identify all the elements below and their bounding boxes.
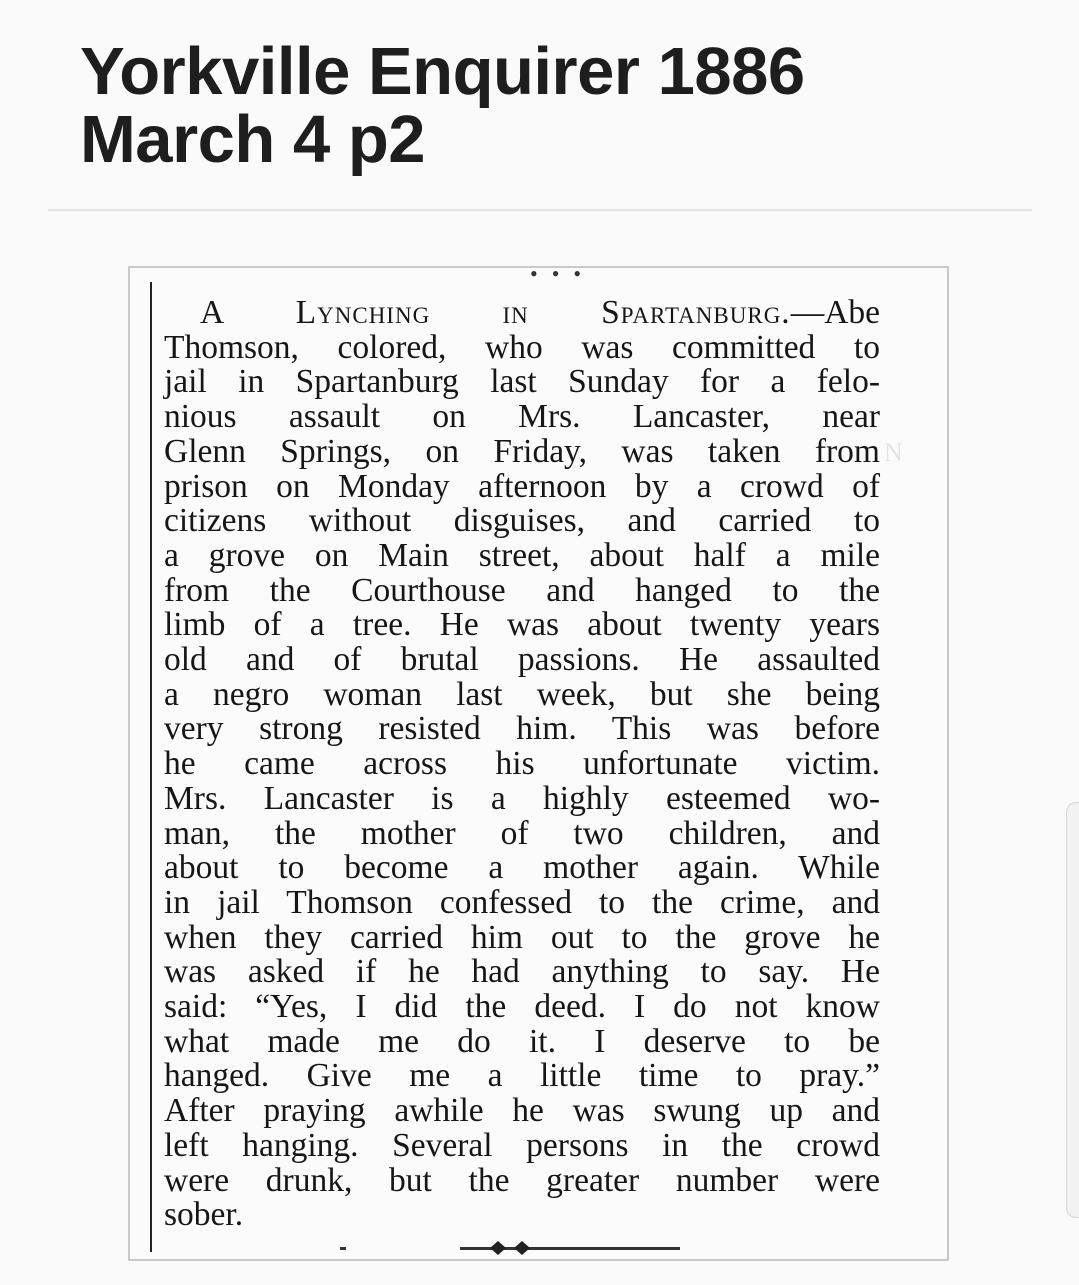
article-line: prison on Monday afternoon by a crowd of	[164, 467, 880, 505]
edge-panel-handle[interactable]	[1066, 802, 1079, 1218]
article-line: A Lynching in Spartanburg.—Abe	[200, 294, 880, 331]
article-line: from the Courthouse and hanged to the	[164, 571, 880, 609]
article-line: Mrs. Lancaster is a highly esteemed wo-	[164, 779, 880, 817]
article-text	[164, 296, 880, 1233]
article-line: were drunk, but the greater number were	[164, 1161, 880, 1199]
article-line: said: “Yes, I did the deed. I do not know	[164, 988, 880, 1026]
article-line: old and of brutal passions. He assaulted	[164, 641, 880, 679]
article-line: a grove on Main street, about half a mile	[164, 536, 880, 574]
article-line: was asked if he had anything to say. He	[164, 953, 880, 991]
article-line: he came across his unfortunate victim.	[164, 745, 880, 783]
article-line: about to become a mother again. While	[164, 849, 880, 887]
article-line: when they carried him out to the grove he	[164, 918, 880, 956]
article-line: limb of a tree. He was about twenty years	[164, 606, 880, 644]
page-title-line-1: Yorkville Enquirer 1886	[80, 34, 805, 109]
article-line: citizens without disguises, and carried to	[164, 502, 880, 540]
column-rule	[150, 282, 152, 1252]
title-divider	[48, 209, 1032, 211]
article-line: left hanging. Several persons in the crowd	[164, 1126, 880, 1164]
article-line: After praying awhile he was swung up and	[164, 1092, 880, 1130]
article-line: man, the mother of two children, and	[164, 814, 880, 852]
article-line: Glenn Springs, on Friday, was taken from	[164, 432, 880, 470]
article-line: hanged. Give me a little time to pray.”	[164, 1057, 880, 1095]
article-line: nious assault on Mrs. Lancaster, near	[164, 398, 880, 436]
article-line: Thomson, colored, who was committed to	[164, 328, 880, 366]
page-title	[80, 34, 980, 177]
article-line: what made me do it. I deserve to be	[164, 1022, 880, 1060]
separator-ornament-icon	[340, 1238, 700, 1258]
newspaper-clipping-image[interactable]	[128, 266, 949, 1261]
article-line: jail in Spartanburg last Sunday for a felo-	[164, 363, 880, 401]
article-heading: A Lynching in Spartanburg.	[200, 294, 791, 331]
article-line: sober.	[164, 1196, 244, 1234]
article-line: a negro woman last week, but she being	[164, 675, 880, 713]
article-line: in jail Thomson confessed to the crime, and	[164, 883, 880, 921]
faded-letter: N	[884, 438, 903, 467]
ornament-dots-icon: •••	[530, 266, 596, 286]
page-title-line-2: March 4 p2	[80, 102, 426, 177]
article-line: very strong resisted him. This was before	[164, 710, 880, 748]
